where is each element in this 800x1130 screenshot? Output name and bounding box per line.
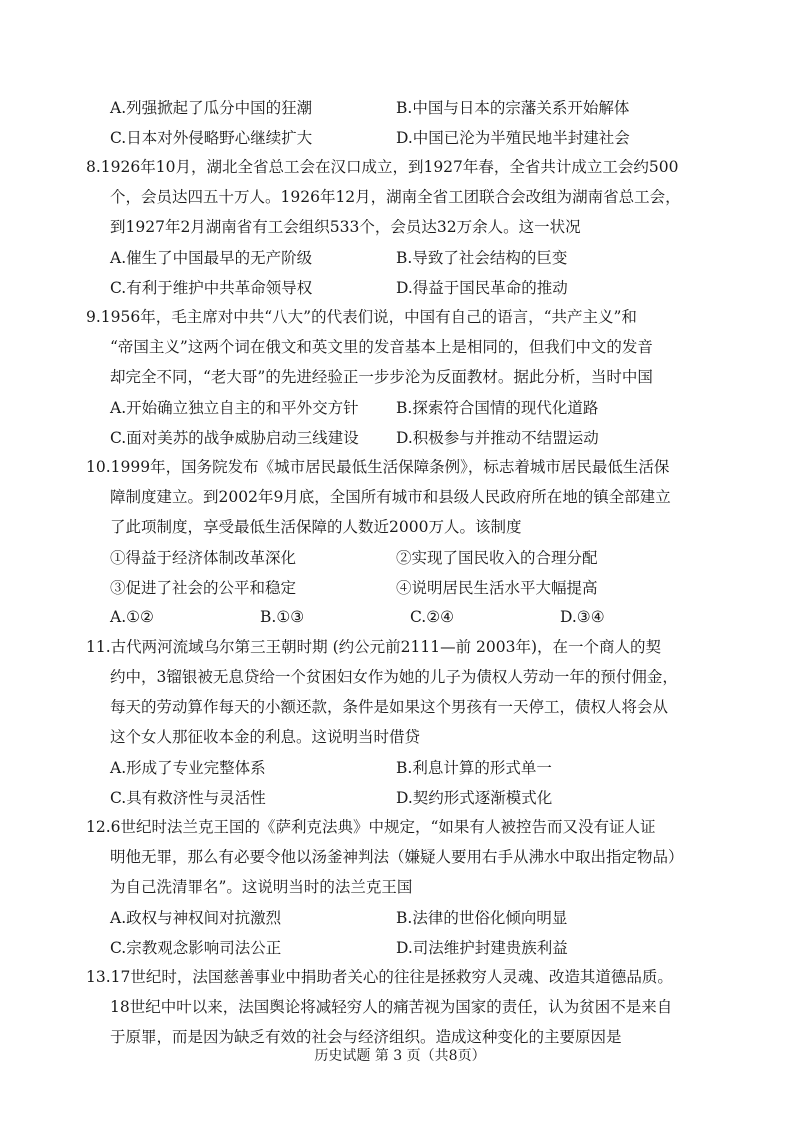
q12-stem — [86, 812, 726, 902]
q12-option-c: C.宗教观念影响司法公正 — [110, 939, 282, 957]
q13-stem — [86, 962, 726, 1052]
q10-stem — [86, 452, 726, 542]
q12-stem-line: 12.6世纪时法兰克王国的《萨利克法典》中规定，“如果有人被控告而又没有证人证 — [86, 818, 656, 836]
q9-option-d: D.积极参与并推动不结盟运动 — [396, 429, 599, 447]
question-list — [86, 92, 726, 1052]
q11-stem-line: 每天的劳动算作每天的小额还款，条件是如果这个男孩有一天停工，债权人将会从 — [110, 698, 669, 716]
q9-stem-line: “帝国主义”这两个词在俄文和英文里的发音基本上是相同的，但我们中文的发音 — [110, 338, 653, 356]
q10-option-b: B.①③ — [260, 608, 305, 626]
q12-option-b: B.法律的世俗化倾向明显 — [396, 909, 568, 927]
q9-options-row-1 — [86, 392, 726, 422]
q9-stem-line: 9.1956年，毛主席对中共“八大”的代表们说，中国有自己的语言，“共产主义”和 — [86, 308, 637, 326]
q10-option-a: A.①② — [110, 608, 154, 626]
q9-stem-line: 却完全不同，“老大哥”的先进经验正一步步沦为反面教材。据此分析，当时中国 — [110, 368, 653, 386]
q9-option-c: C.面对美苏的战争威胁启动三线建设 — [110, 429, 359, 447]
q10-option-c: C.②④ — [410, 608, 455, 626]
q12-option-a: A.政权与神权间对抗激烈 — [110, 909, 282, 927]
q7-option-a: A.列强掀起了瓜分中国的狂潮 — [110, 99, 313, 117]
q9-option-b: B.探索符合国情的现代化道路 — [396, 399, 599, 417]
q7-option-b: B.中国与日本的宗藩关系开始解体 — [396, 99, 630, 117]
q8-option-a: A.催生了中国最早的无产阶级 — [110, 249, 313, 267]
q10-option-d: D.③④ — [560, 608, 605, 626]
q9-stem — [86, 302, 726, 392]
q10-statements-row-1 — [86, 542, 726, 572]
q11-stem-line: 约中，3镏银被无息贷给一个贫困妇女作为她的儿子为债权人劳动一年的预付佣金， — [110, 668, 678, 686]
q10-statement-1: ①得益于经济体制改革深化 — [110, 549, 297, 567]
page-footer: 历史试题 第 3 页（共8页） — [314, 1048, 486, 1064]
q8-option-c: C.有利于维护中共革命领导权 — [110, 279, 313, 297]
q13-stem-line: 于原罪，而是因为缺乏有效的社会与经济组织。造成这种变化的主要原因是 — [110, 1028, 622, 1046]
q10-statement-4: ④说明居民生活水平大幅提高 — [396, 579, 598, 597]
q11-option-a: A.形成了专业完整体系 — [110, 759, 266, 777]
q7-option-c: C.日本对外侵略野心继续扩大 — [110, 129, 313, 147]
q8-options-row-2 — [86, 272, 726, 302]
q8-stem — [86, 152, 726, 242]
q11-options-row-2 — [86, 782, 726, 812]
q10-stem-line: 障制度建立。到2002年9月底，全国所有城市和县级人民政府所在地的镇全部建立 — [110, 488, 671, 506]
q11-stem-line: 11.古代两河流域乌尔第三王朝时期 (约公元前2111—前 2003年)，在一个商人的契 — [86, 638, 661, 656]
q10-options-row — [86, 602, 726, 632]
q11-options-row-1 — [86, 752, 726, 782]
q12-options-row-1 — [86, 902, 726, 932]
q9-options-row-2 — [86, 422, 726, 452]
q8-stem-line: 8.1926年10月，湖北全省总工会在汉口成立，到1927年春，全省共计成立工会约500 — [86, 158, 679, 176]
q11-option-b: B.利息计算的形式单一 — [396, 759, 552, 777]
q12-stem-line: 为自己洗清罪名”。这说明当时的法兰克王国 — [110, 878, 413, 896]
q7-option-d: D.中国已沦为半殖民地半封建社会 — [396, 129, 630, 147]
q10-stem-line: 了此项制度，享受最低生活保障的人数近2000万人。该制度 — [110, 518, 522, 536]
q8-option-d: D.得益于国民革命的推动 — [396, 279, 568, 297]
q11-stem — [86, 632, 726, 752]
q9-option-a: A.开始确立独立自主的和平外交方针 — [110, 399, 359, 417]
q10-statement-3: ③促进了社会的公平和稳定 — [110, 579, 297, 597]
q12-option-d: D.司法维护封建贵族利益 — [396, 939, 568, 957]
q13-stem-line: 18世纪中叶以来，法国舆论将减轻穷人的痛苦视为国家的责任，认为贫困不是来自 — [110, 998, 673, 1016]
q8-option-b: B.导致了社会结构的巨变 — [396, 249, 568, 267]
q12-stem-line: 明他无罪，那么有必要令他以汤釜神判法（嫌疑人要用右手从沸水中取出指定物品） — [110, 848, 684, 866]
q8-options-row-1 — [86, 242, 726, 272]
q8-stem-line: 个，会员达四五十万人。1926年12月，湖南全省工团联合会改组为湖南省总工会， — [110, 188, 681, 206]
q10-stem-line: 10.1999年，国务院发布《城市居民最低生活保障条例》，标志着城市居民最低生活保 — [86, 458, 670, 476]
q12-options-row-2 — [86, 932, 726, 962]
q8-stem-line: 到1927年2月湖南省有工会组织533个，会员达32万余人。这一状况 — [110, 218, 581, 236]
q11-stem-line: 这个女人那征收本金的利息。这说明当时借贷 — [110, 728, 421, 746]
q10-statement-2: ②实现了国民收入的合理分配 — [396, 549, 598, 567]
q10-statements-row-2 — [86, 572, 726, 602]
q11-option-c: C.具有救济性与灵活性 — [110, 789, 266, 807]
q13-stem-line: 13.17世纪时，法国慈善事业中捐助者关心的往往是拯救穷人灵魂、改造其道德品质。 — [86, 968, 673, 986]
q11-option-d: D.契约形式逐渐模式化 — [396, 789, 553, 807]
q7-options-row-1 — [86, 92, 726, 122]
q7-options-row-2 — [86, 122, 726, 152]
